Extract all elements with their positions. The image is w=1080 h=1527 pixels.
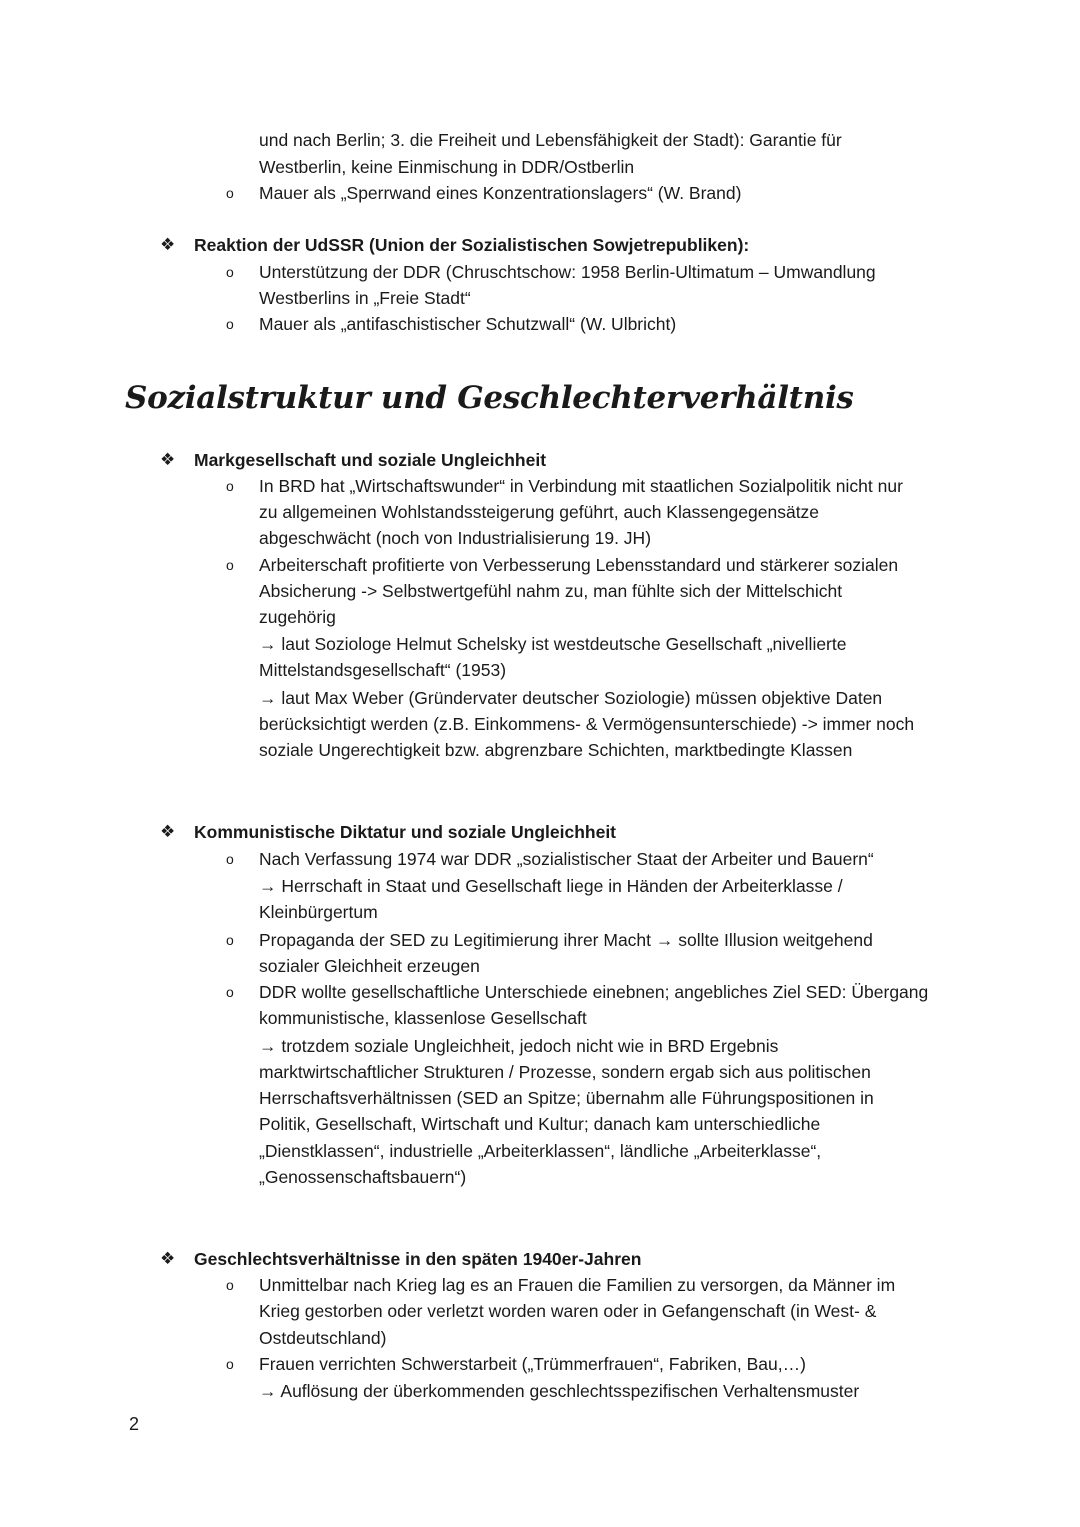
- text-line: kommunistische, klassenlose Gesellschaft: [259, 1008, 587, 1028]
- page-number: 2: [129, 1414, 140, 1434]
- text-line: Absicherung -> Selbstwertgefühl nahm zu, man fühlte sich der Mittelschicht: [259, 581, 843, 601]
- text-line: „Genossenschaftsbauern“): [259, 1167, 467, 1187]
- text-line: → laut Soziologe Helmut Schelsky ist westdeutsche Gesellschaft „nivellierte: [259, 634, 847, 654]
- text-line: → Herrschaft in Staat und Gesellschaft liege in Händen der Arbeiterklasse /: [259, 876, 843, 896]
- text-line: „Dienstklassen“, industrielle „Arbeiterklassen“, ländliche „Arbeiterklasse“,: [259, 1141, 822, 1161]
- text-line: Westberlin, keine Einmischung in DDR/Ostberlin: [259, 157, 635, 177]
- bullet-heading-komm: Kommunistische Diktatur und soziale Ungleichheit: [194, 822, 617, 842]
- text-line: Arbeiterschaft profitierte von Verbesserung Lebensstandard und stärkerer sozialen: [259, 555, 899, 575]
- text-line: Mittelstandsgesellschaft“ (1953): [259, 660, 507, 680]
- text-line: Frauen verrichten Schwerstarbeit („Trümmerfrauen“, Fabriken, Bau,…): [259, 1354, 806, 1374]
- text-line: zu allgemeinen Wohlstandssteigerung geführt, auch Klassengegensätze: [259, 502, 820, 522]
- text-line: → laut Max Weber (Gründervater deutscher Soziologie) müssen objektive Daten: [259, 688, 883, 708]
- sub-bullet-icon: o: [226, 557, 234, 573]
- sub-bullet-icon: o: [226, 316, 234, 332]
- sub-bullet-icon: o: [226, 932, 234, 948]
- text-line: Unmittelbar nach Krieg lag es an Frauen die Familien zu versorgen, da Männer im: [259, 1275, 896, 1295]
- text-line: zugehörig: [259, 607, 336, 627]
- bullet-heading-udssr: Reaktion der UdSSR (Union der Sozialistischen Sowjetrepubliken):: [194, 235, 750, 255]
- sub-bullet-icon: o: [226, 984, 234, 1000]
- section-title: Sozialstruktur und Geschlechterverhältnis: [125, 380, 854, 416]
- sub-bullet-icon: o: [226, 185, 234, 201]
- sub-bullet-icon: o: [226, 264, 234, 280]
- bullet-heading-geschlecht: Geschlechtsverhältnisse in den späten 1940er-Jahren: [194, 1249, 642, 1269]
- text-line: Politik, Gesellschaft, Wirtschaft und Kultur; danach kam unterschiedliche: [259, 1114, 821, 1134]
- text-line: → trotzdem soziale Ungleichheit, jedoch nicht wie in BRD Ergebnis: [259, 1036, 779, 1056]
- sub-bullet-icon: o: [226, 1277, 234, 1293]
- text-line: Unterstützung der DDR (Chruschtschow: 1958 Berlin-Ultimatum – Umwandlung: [259, 262, 876, 282]
- text-line: Mauer als „Sperrwand eines Konzentrationslagers“ (W. Brand): [259, 183, 742, 203]
- text-line: DDR wollte gesellschaftliche Unterschiede einebnen; angebliches Ziel SED: Übergang: [259, 982, 929, 1002]
- text-line: Nach Verfassung 1974 war DDR „sozialistischer Staat der Arbeiter und Bauern“: [259, 849, 874, 869]
- text-line: Westberlins in „Freie Stadt“: [259, 288, 471, 308]
- text-line: marktwirtschaftlicher Strukturen / Prozesse, sondern ergab sich aus politischen: [259, 1062, 871, 1082]
- text-line: Herrschaftsverhältnissen (SED an Spitze; übernahm alle Führungspositionen in: [259, 1088, 874, 1108]
- text-line: In BRD hat „Wirtschaftswunder“ in Verbindung mit staatlichen Sozialpolitik nicht nur: [259, 476, 903, 496]
- diamond-bullet-icon: ❖: [160, 822, 176, 841]
- text-line: Propaganda der SED zu Legitimierung ihrer Macht → sollte Illusion weitgehend: [259, 930, 873, 950]
- text-line: → Auflösung der überkommenden geschlechtsspezifischen Verhaltensmuster: [259, 1381, 860, 1401]
- text-line: Mauer als „antifaschistischer Schutzwall“ (W. Ulbricht): [259, 314, 677, 334]
- text-line: Krieg gestorben oder verletzt worden waren oder in Gefangenschaft (in West- &: [259, 1301, 877, 1321]
- text-line: Ostdeutschland): [259, 1328, 387, 1348]
- diamond-bullet-icon: ❖: [160, 1249, 176, 1268]
- sub-bullet-icon: o: [226, 478, 234, 494]
- text-line: sozialer Gleichheit erzeugen: [259, 956, 480, 976]
- text-line: Kleinbürgertum: [259, 902, 378, 922]
- sub-bullet-icon: o: [226, 851, 234, 867]
- text-line: abgeschwächt (noch von Industrialisierung 19. JH): [259, 528, 652, 548]
- diamond-bullet-icon: ❖: [160, 235, 176, 254]
- diamond-bullet-icon: ❖: [160, 450, 176, 469]
- text-line: und nach Berlin; 3. die Freiheit und Lebensfähigkeit der Stadt): Garantie für: [259, 130, 842, 150]
- text-line: soziale Ungerechtigkeit bzw. abgrenzbare Schichten, marktbedingte Klassen: [259, 740, 853, 760]
- text-line: berücksichtigt werden (z.B. Einkommens- & Vermögensunterschiede) -> immer noch: [259, 714, 915, 734]
- sub-bullet-icon: o: [226, 1356, 234, 1372]
- bullet-heading-markt: Markgesellschaft und soziale Ungleichheit: [194, 450, 547, 470]
